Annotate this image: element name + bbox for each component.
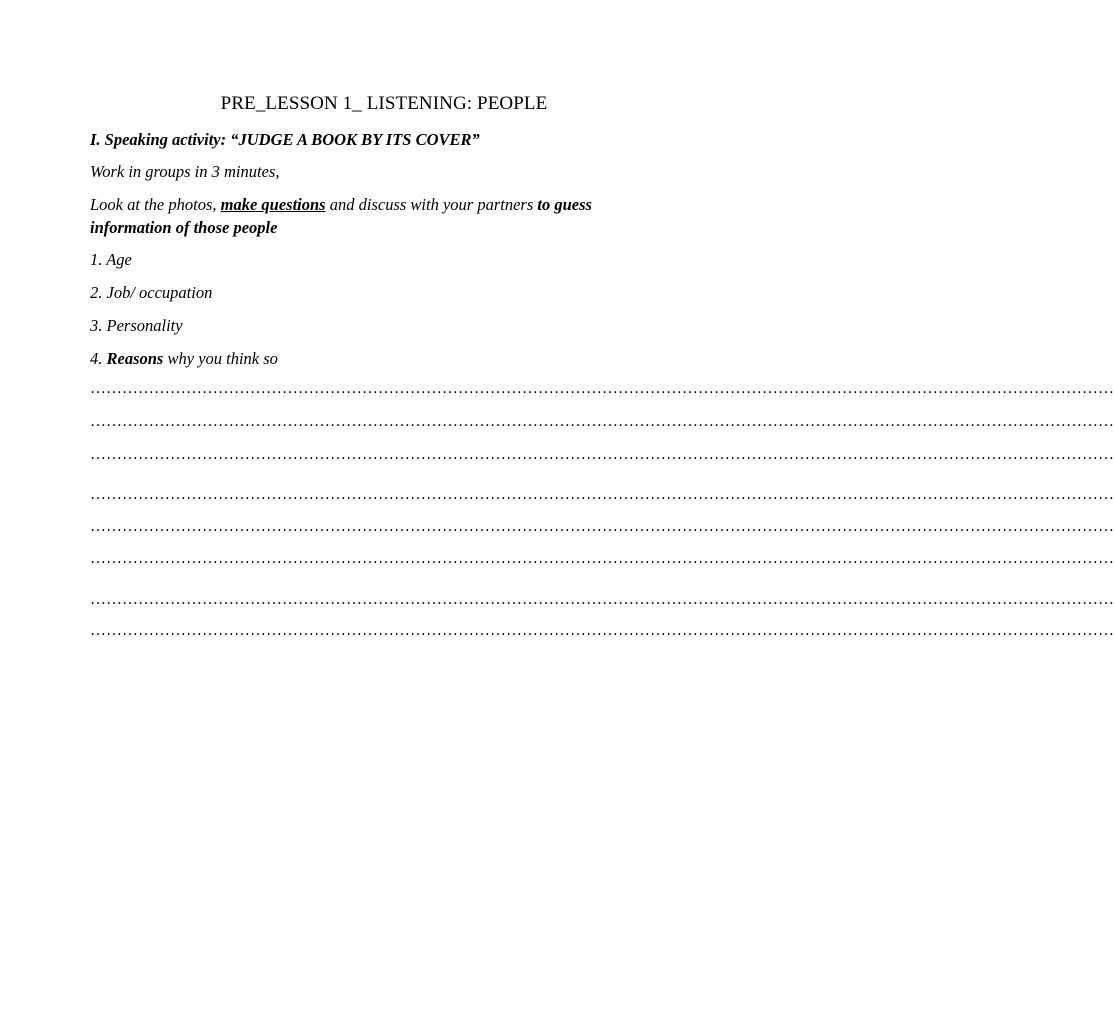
list-item-job: 2. Job/ occupation: [90, 283, 213, 302]
answer-line: …………………………………………………………………………………………………………………………………………………………………………: [90, 486, 1114, 503]
answer-line: …………………………………………………………………………………………………………………………………………………………………………: [90, 518, 1114, 535]
list-item-reasons-suffix: why you think so: [163, 349, 278, 368]
instruction-text-part3: and discuss with your partners: [325, 195, 538, 214]
instruction-make-questions: make questions: [220, 195, 326, 214]
page-title: PRE_LESSON 1_ LISTENING: PEOPLE: [220, 93, 548, 114]
list-item-reasons-prefix: 4.: [90, 349, 107, 368]
instruction-group-work: Work in groups in 3 minutes,: [90, 162, 280, 181]
instruction-text-part1: Look at the photos,: [90, 195, 221, 214]
answer-line: …………………………………………………………………………………………………………………………………………………………………………: [90, 591, 1114, 608]
answer-line: …………………………………………………………………………………………………………………………………………………………………………: [90, 413, 1114, 430]
answer-line: …………………………………………………………………………………………………………………………………………………………………………: [90, 622, 1114, 639]
list-item-reasons: [90, 349, 278, 369]
instruction-information-line: information of those people: [90, 218, 278, 237]
answer-line: …………………………………………………………………………………………………………………………………………………………………………: [90, 446, 1114, 463]
answer-line: …………………………………………………………………………………………………………………………………………………………………………: [90, 550, 1114, 567]
list-item-personality: 3. Personality: [90, 316, 183, 335]
list-item-age: 1. Age: [90, 250, 132, 269]
section-heading: I. Speaking activity: “JUDGE A BOOK BY ITS COVER”: [90, 130, 480, 149]
answer-line: …………………………………………………………………………………………………………………………………………………………………………: [90, 380, 1114, 397]
instruction-look-at-photos: [90, 195, 592, 215]
list-item-reasons-bold: Reasons: [106, 349, 164, 368]
instruction-to-guess: to guess: [537, 195, 592, 214]
